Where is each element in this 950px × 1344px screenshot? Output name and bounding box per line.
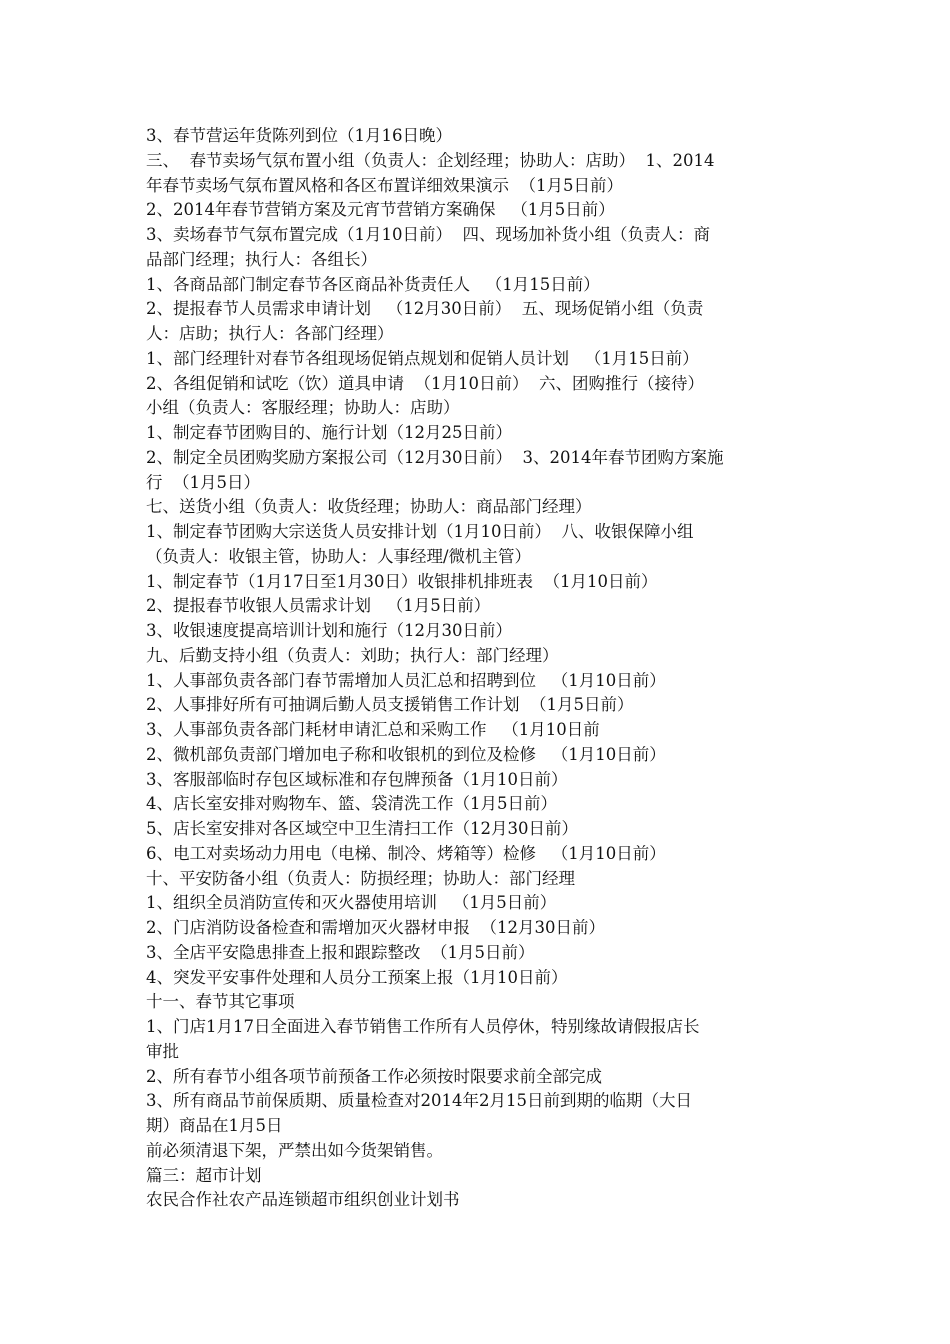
text-line: 4、店长室安排对购物车、篮、袋清洗工作（1月5日前）: [146, 794, 557, 814]
text-line: 2、2014年春节营销方案及元宵节营销方案确保 （1月5日前）: [146, 200, 615, 220]
text-line: 品部门经理；执行人：各组长）: [146, 249, 377, 269]
text-line: （负责人：收银主管，协助人：人事经理/微机主管）: [146, 546, 532, 566]
text-line: 3、所有商品节前保质期、质量检查对2014年2月15日前到期的临期（大日: [146, 1091, 692, 1111]
text-line: 七、送货小组（负责人：收货经理；协助人：商品部门经理）: [146, 497, 592, 517]
text-line: 3、人事部负责各部门耗材申请汇总和采购工作 （1月10日前: [146, 720, 600, 739]
text-line: 2、提报春节人员需求申请计划 （12月30日前） 五、现场促销小组（负责: [146, 299, 704, 319]
text-line: 2、制定全员团购奖励方案报公司（12月30日前） 3、2014年春节团购方案施: [146, 447, 724, 467]
text-line: 2、人事排好所有可抽调后勤人员支援销售工作计划 （1月5日前）: [146, 695, 634, 715]
text-line: 2、微机部负责部门增加电子称和收银机的到位及检修 （1月10日前）: [146, 744, 666, 764]
text-line: 1、人事部负责各部门春节需增加人员汇总和招聘到位 （1月10日前）: [146, 670, 666, 690]
text-line: 九、后勤支持小组（负责人：刘助；执行人：部门经理）: [146, 645, 559, 665]
text-line: 小组（负责人：客服经理；协助人：店助）: [146, 398, 460, 418]
text-line: 行 （1月5日）: [146, 472, 260, 492]
text-line: 1、制定春节（1月17日至1月30日）收银排机排班表 （1月10日前）: [146, 571, 658, 591]
text-line: 3、卖场春节气氛布置完成（1月10日前） 四、现场加补货小组（负责人：商: [146, 225, 710, 244]
text-line: 年春节卖场气氛布置风格和各区布置详细效果演示 （1月5日前）: [146, 175, 623, 195]
text-line: 6、电工对卖场动力用电（电梯、制冷、烤箱等）检修 （1月10日前）: [146, 843, 666, 863]
text-line: 前必须清退下架，严禁出如今货架销售。: [146, 1140, 443, 1160]
text-line: 1、部门经理针对春节各组现场促销点规划和促销人员计划 （1月15日前）: [146, 348, 699, 368]
text-line: 1、制定春节团购目的、施行计划（12月25日前）: [146, 423, 512, 442]
text-line: 4、突发平安事件处理和人员分工预案上报（1月10日前）: [146, 967, 568, 987]
document-body: [146, 124, 806, 1213]
text-line: 三、 春节卖场气氛布置小组（负责人：企划经理；协助人：店助） 1、2014: [146, 150, 715, 170]
text-line: 期）商品在1月5日: [146, 1116, 283, 1135]
text-line: 2、所有春节小组各项节前预备工作必须按时限要求前全部完成: [146, 1066, 602, 1086]
text-line: 3、全店平安隐患排查上报和跟踪整改 （1月5日前）: [146, 942, 535, 962]
text-line: 2、门店消防设备检查和需增加灭火器材申报 （12月30日前）: [146, 918, 605, 937]
text-line: 5、店长室安排对各区域空中卫生清扫工作（12月30日前）: [146, 819, 578, 838]
text-line: 审批: [146, 1041, 179, 1061]
text-line: 人：店助；执行人：各部门经理）: [146, 324, 394, 343]
text-line: 3、春节营运年货陈列到位（1月16日晚）: [146, 126, 452, 145]
text-line: 1、制定春节团购大宗送货人员安排计划（1月10日前） 八、收银保障小组: [146, 522, 694, 541]
text-line: 1、各商品部门制定春节各区商品补货责任人 （1月15日前）: [146, 274, 600, 294]
text-line: 3、收银速度提高培训计划和施行（12月30日前）: [146, 621, 512, 640]
text-line: 农民合作社农产品连锁超市组织创业计划书: [146, 1190, 460, 1210]
text-line: 1、组织全员消防宣传和灭火器使用培训 （1月5日前）: [146, 893, 557, 913]
text-line: 十、平安防备小组（负责人：防损经理；协助人：部门经理: [146, 868, 575, 888]
text-line: 十一、春节其它事项: [146, 992, 295, 1012]
text-line: 2、各组促销和试吃（饮）道具申请 （1月10日前） 六、团购推行（接待）: [146, 373, 704, 393]
text-line: 1、门店1月17日全面进入春节销售工作所有人员停休，特别缘故请假报店长: [146, 1017, 700, 1036]
text-line: 3、客服部临时存包区域标准和存包牌预备（1月10日前）: [146, 769, 568, 789]
text-line: 2、提报春节收银人员需求计划 （1月5日前）: [146, 596, 491, 616]
text-line: 篇三：超市计划: [146, 1165, 262, 1185]
